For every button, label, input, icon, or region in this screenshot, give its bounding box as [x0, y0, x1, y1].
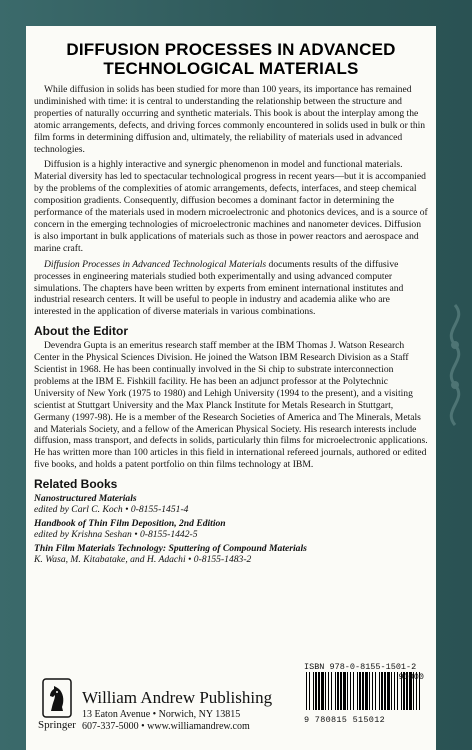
isbn-barcode: [304, 662, 424, 725]
about-editor-heading: About the Editor: [34, 324, 128, 339]
related-book: [34, 493, 428, 515]
content-panel: [26, 26, 436, 750]
related-books-heading: Related Books: [34, 477, 118, 492]
about-editor-text: Devendra Gupta is an emeritus research staff member at the IBM Thomas J. Watson Research Center in the Physical Sciences Division. He joined the Watson IBM Research Division as a Staff Scientist in 1968. He has been continually involved in the Si chip to substrate interconnection problems at the IBM E. Fishkill facility. He has been an adjunct professor at the Polytechnic University of New York (1975 to 1980) and Lehigh University (1994 to the present), and a visiting scientist at Stuttgart University and the Max Planck Institute for Metals Research in Stuttgart, Germany (1997-98). He is a member of the Research Societies of America and The Minerals, Metals and Materials Society, and a fellow of the American Physical Society. His research interests include diffusion, mass transport, and defects in solids, particularly thin films for microelectronic applications. He has written more than 100 articles in this field in international refereed journals, authored or edited five books, and holds a patent portfolio on thin films technology at IBM.: [34, 340, 428, 471]
springer-label: Springer: [38, 719, 76, 731]
related-book-detail: K. Wasa, M. Kitabatake, and H. Adachi • 0-8155-1483-2: [34, 554, 252, 566]
book-title-italic: Diffusion Processes in Advanced Technological Materials: [44, 258, 267, 270]
springer-logo: [34, 678, 80, 731]
description-paragraph-3: [34, 259, 428, 319]
publisher-info: [82, 688, 272, 733]
springer-chess-knight-icon: [42, 678, 72, 718]
related-book: [34, 543, 428, 565]
related-book-detail: edited by Krishna Seshan • 0-8155-1442-5: [34, 529, 198, 541]
related-book-title: Nanostructured Materials: [34, 493, 137, 505]
publisher-contact: 607-337-5000 • www.williamandrew.com: [82, 721, 250, 732]
related-book-title: Handbook of Thin Film Deposition, 2nd Edition: [34, 518, 226, 530]
price-code: 90000: [398, 672, 424, 682]
isbn-text: ISBN 978-0-8155-1501-2: [304, 662, 417, 672]
publisher-address: 13 Eaton Avenue • Norwich, NY 13815: [82, 709, 241, 720]
title-line-2: TECHNOLOGICAL MATERIALS: [103, 59, 359, 78]
description-paragraph-2: Diffusion is a highly interactive and synergic phenomenon in model and functional materials. Material diversity has led to spectacular technological progress in recent years—but it is accompanied by the problems of the complexities of atomic arrangements, defects, interfaces, and steep chemical composition gradients. Consequently, diffusion becomes a dominant factor in determining the performance of the materials used in modern microelectronic and photonics devices, and is a source of concern in the emerging technologies of microelectronic machines and nanometer devices. Diffusion is also important in bulk applications of materials such as those in power reactors and aerospace and marine craft.: [34, 159, 428, 254]
paragraph-3-text: documents results of the diffusive processes in engineering materials studied both experimentally and using advanced computer simulations. The chapters have been written by experts from eminent international institutes and industrial research centers. It will be useful to people in industry and academia alike who are interested in the application of diverse materials in various combinations.: [34, 258, 404, 318]
related-book-detail: edited by Carl C. Koch • 0-8155-1451-4: [34, 504, 189, 516]
book-title: [34, 40, 428, 78]
decorative-swirl-pattern: [440, 300, 470, 440]
barcode-digits: 9 780815 515012: [304, 715, 386, 725]
publisher-footer: [34, 662, 428, 746]
related-book: [34, 518, 428, 540]
description-paragraph-1: While diffusion in solids has been studied for more than 100 years, its importance has remained undiminished with time: it is central to understanding the relationship between the structure and properties of naturally occurring and synthetic materials. This book is about the interplay among the atomic arrangements, defects, and driving forces commonly encountered in solids used in bulk or thin film forms in determining diffusion and, ultimately, the reliability of materials used in advanced technologies.: [34, 84, 426, 155]
related-book-title: Thin Film Materials Technology: Sputtering of Compound Materials: [34, 543, 307, 555]
publisher-name: William Andrew Publishing: [82, 688, 273, 707]
title-line-1: DIFFUSION PROCESSES IN ADVANCED: [66, 40, 396, 59]
